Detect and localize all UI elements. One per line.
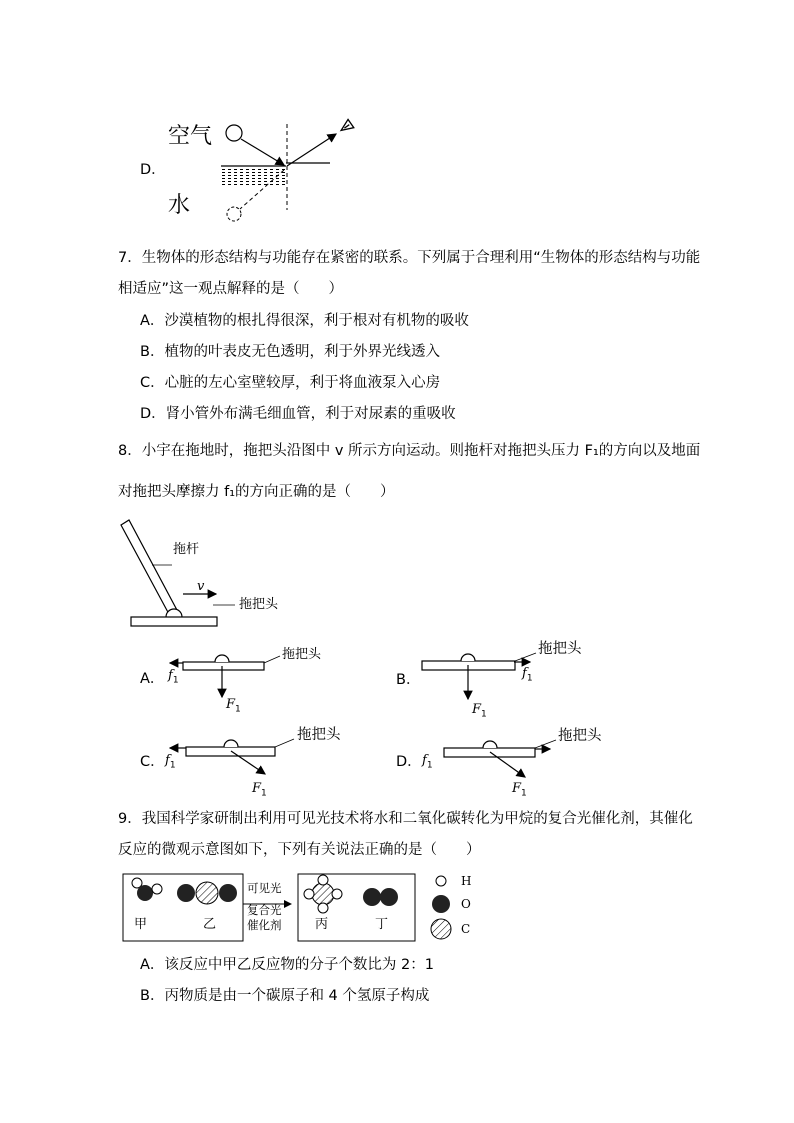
label-yi: 乙 — [203, 917, 217, 932]
option-b-F-label: F — [472, 702, 482, 717]
q7-stem-line2: 相适应”这一观点解释的是（ ） — [118, 281, 344, 297]
legend-o-atom — [432, 895, 450, 913]
option-a-f-sub: 1 — [172, 675, 179, 686]
arrow-label-bot: 催化剂 — [247, 918, 282, 932]
option-a-f-label: f — [168, 668, 173, 683]
q6-option-d-label: D． — [140, 162, 166, 178]
option-b-head-label: 拖把头 — [538, 641, 582, 657]
option-b-f-label: f — [522, 666, 527, 681]
q8-option-a-letter: A． — [140, 671, 165, 687]
option-c-F-sub: 1 — [261, 788, 267, 799]
option-a-F-label: F — [226, 697, 236, 712]
option-c-F-label: F — [252, 781, 262, 796]
q9-stem-line2: 反应的微观示意图如下，下列有关说法正确的是（ ） — [118, 842, 481, 858]
option-b-F-sub: 1 — [481, 709, 487, 720]
head-label: 拖把头 — [239, 597, 279, 612]
label-jia: 甲 — [134, 917, 148, 932]
q8-stem-line1: 8．小宇在拖地时，拖把头沿图中 v 所示方向运动。则拖杆对拖把头压力 F₁的方向以及地面 — [118, 443, 701, 459]
q7-option-d: D．肾小管外布满毛细血管，利于对尿素的重吸收 — [140, 406, 456, 422]
option-d-F-sub: 1 — [521, 788, 527, 799]
q7-stem-line1: 7．生物体的形态结构与功能存在紧密的联系。下列属于合理利用“生物体的形态结构与功能 — [118, 250, 701, 266]
option-c-f-sub: 1 — [169, 760, 176, 771]
q7-option-b: B．植物的叶表皮无色透明，利于外界光线透入 — [140, 344, 440, 360]
air-label: 空气 — [168, 124, 213, 149]
legend-c-atom — [431, 919, 451, 939]
legend-h-atom — [436, 876, 446, 886]
legend-o-label: O — [461, 897, 471, 911]
option-c-head-label: 拖把头 — [297, 727, 341, 743]
option-d-f-label: f — [422, 753, 427, 768]
q9-stem-line1: 9．我国科学家研制出利用可见光技术将水和二氧化碳转化为甲烷的复合光催化剂，其催化 — [118, 811, 693, 827]
option-d-head-label: 拖把头 — [558, 728, 602, 744]
option-d-f-sub: 1 — [426, 760, 433, 771]
option-b-f-sub: 1 — [526, 673, 533, 684]
q8-option-d-letter: D． — [396, 754, 422, 770]
arrow-label-mid: 复合光 — [247, 903, 282, 917]
option-d-F-label: F — [512, 781, 522, 796]
q7-option-c: C．心脏的左心室壁较厚，利于将血液泵入心房 — [140, 375, 441, 391]
velocity-label: v — [197, 579, 205, 594]
legend-c-label: C — [461, 922, 471, 936]
legend-h-label: H — [461, 874, 472, 888]
option-c-f-label: f — [165, 753, 170, 768]
q8-option-b-letter: B． — [396, 672, 421, 688]
option-a-head-label: 拖把头 — [282, 647, 322, 662]
water-label: 水 — [168, 193, 191, 218]
q8-stem-line2: 对拖把头摩擦力 f₁的方向正确的是（ ） — [118, 484, 395, 500]
arrow-label-top: 可见光 — [247, 881, 282, 895]
q9-option-a: A．该反应中甲乙反应物的分子个数比为 2：1 — [140, 957, 434, 973]
rod-label: 拖杆 — [173, 542, 200, 557]
label-ding: 丁 — [375, 917, 389, 932]
q9-option-b: B．丙物质是由一个碳原子和 4 个氢原子构成 — [140, 988, 430, 1004]
option-a-F-sub: 1 — [235, 704, 241, 715]
q8-option-c-letter: C． — [140, 754, 165, 770]
label-bing: 丙 — [315, 917, 329, 932]
q7-option-a: A．沙漠植物的根扎得很深，利于根对有机物的吸收 — [140, 313, 469, 329]
